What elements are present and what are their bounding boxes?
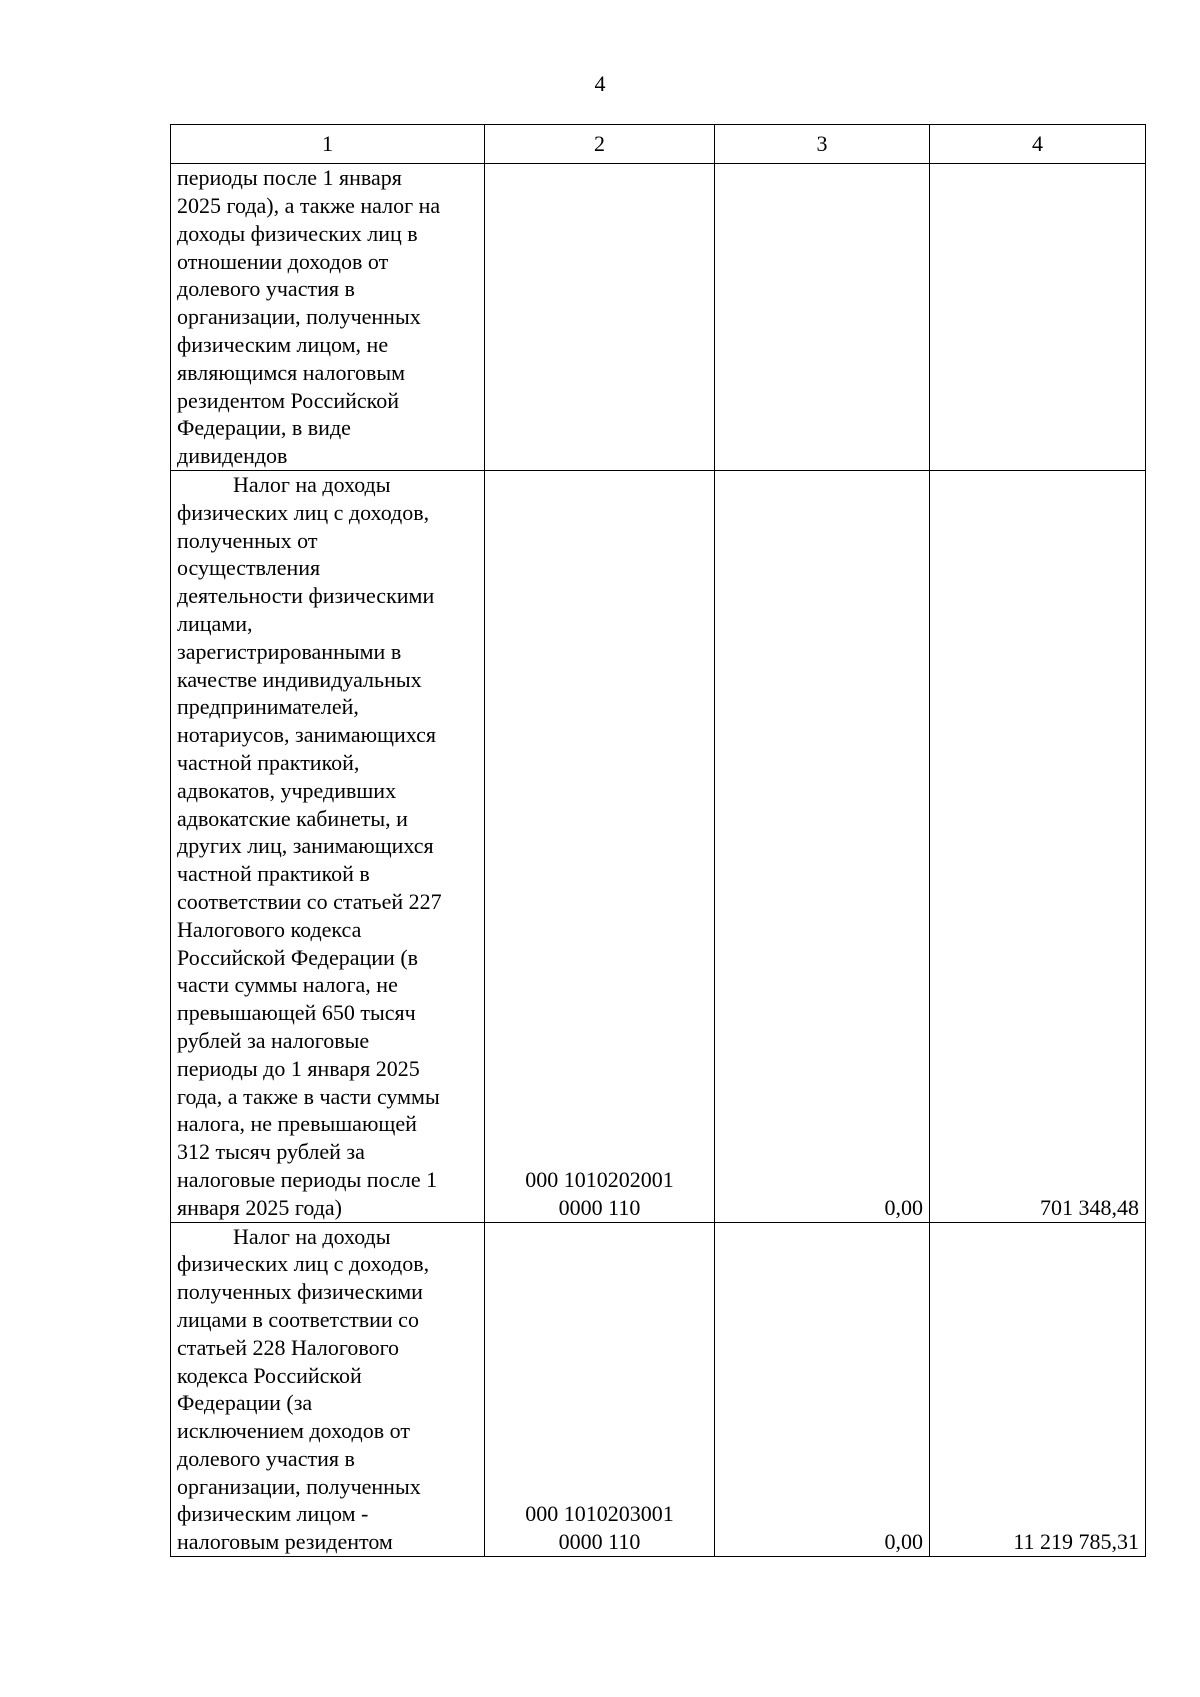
row-budget-code: 000 1010202001 0000 110	[485, 471, 715, 1223]
row-value-col3	[715, 164, 930, 471]
column-header-1: 1	[171, 125, 485, 164]
row-description: периоды после 1 января 2025 года), а также налог на доходы физических лиц в отношении доходов от долевого участия в организации, полученных физическим лицом, не являющимся налоговым резидентом Российской Федерации, в виде дивидендов	[171, 164, 485, 471]
row-budget-code	[485, 164, 715, 471]
row-value-col3: 0,00	[715, 1222, 930, 1557]
table-row	[171, 164, 1146, 471]
row-value-col4: 701 348,48	[930, 471, 1146, 1223]
row-budget-code: 000 1010203001 0000 110	[485, 1222, 715, 1557]
column-header-4: 4	[930, 125, 1146, 164]
table-header-row	[171, 125, 1146, 164]
row-value-col4: 11 219 785,31	[930, 1222, 1146, 1557]
page-number: 4	[594, 71, 606, 96]
budget-table	[170, 124, 1146, 1557]
row-value-col4	[930, 164, 1146, 471]
row-value-col3: 0,00	[715, 471, 930, 1223]
column-header-2: 2	[485, 125, 715, 164]
table-row	[171, 471, 1146, 1223]
row-description: Налог на доходы физических лиц с доходов, полученных физическими лицами в соответствии со статьей 228 Налогового кодекса Российской Федерации (за исключением доходов от долевого участия в организации, полученных физическим лицом - налоговым резидентом	[171, 1222, 485, 1557]
table-row	[171, 1222, 1146, 1557]
row-description: Налог на доходы физических лиц с доходов, полученных от осуществления деятельности физическими лицами, зарегистрированными в качестве индивидуальных предпринимателей, нотариусов, занимающихся частной практикой, адвокатов, учредивших адвокатские кабинеты, и других лиц, занимающихся частной практикой в соответствии со статьей 227 Налогового кодекса Российской Федерации (в части суммы налога, не превышающей 650 тысяч рублей за налоговые периоды до 1 января 2025 года, а также в части суммы налога, не превышающей 312 тысяч рублей за налоговые периоды после 1 января 2025 года)	[171, 471, 485, 1223]
column-header-3: 3	[715, 125, 930, 164]
